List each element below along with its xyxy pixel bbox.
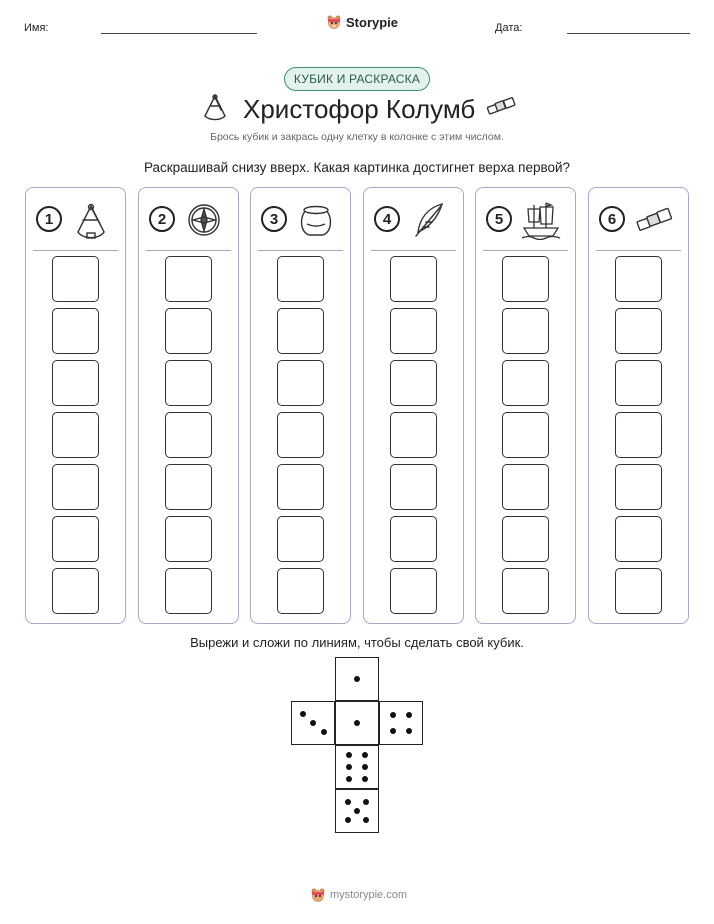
bear-logo-icon [310,887,326,903]
color-cell[interactable] [502,516,549,562]
cube-face-6 [335,745,379,789]
column-number: 5 [486,206,512,232]
pip-dot [390,712,396,718]
pip-dot [362,776,368,782]
pip-dot [346,764,352,770]
color-cell[interactable] [52,256,99,302]
pip-dot [363,817,369,823]
color-cell[interactable] [165,360,212,406]
pip-dot [346,752,352,758]
cube-face-5 [335,789,379,833]
cube-face-1 [335,657,379,701]
column-number: 3 [261,206,287,232]
color-cell[interactable] [165,308,212,354]
sextant-icon [70,200,112,240]
color-cell[interactable] [390,308,437,354]
cube-instruction: Вырежи и сложи по линиям, чтобы сделать свой кубик. [190,635,524,650]
color-cell[interactable] [615,516,662,562]
pip-dot [310,720,316,726]
pip-dot [406,728,412,734]
column-divider [258,250,343,251]
color-cell[interactable] [390,412,437,458]
column-4 [363,187,464,624]
column-divider [596,250,681,251]
column-number: 1 [36,206,62,232]
color-cell[interactable] [615,464,662,510]
column-divider [33,250,118,251]
column-number: 2 [149,206,175,232]
spyglass-icon [485,96,517,118]
column-divider [146,250,231,251]
cube-face-4 [379,701,423,745]
date-line [567,33,690,34]
color-cell[interactable] [165,412,212,458]
color-cell[interactable] [390,464,437,510]
color-cell[interactable] [615,412,662,458]
color-cell[interactable] [390,360,437,406]
color-cell[interactable] [615,568,662,614]
column-6 [588,187,689,624]
color-cell[interactable] [52,308,99,354]
footer [310,887,407,903]
column-divider [483,250,568,251]
color-cell[interactable] [52,516,99,562]
sextant-icon [199,92,231,122]
name-label: Имя: [24,22,49,34]
footer-url: mystorypie.com [330,889,408,901]
compass-icon [183,200,225,240]
color-cell[interactable] [52,360,99,406]
instruction-text: Раскрашивай снизу вверх. Какая картинка достигнет верха первой? [143,160,571,175]
color-cell[interactable] [502,256,549,302]
column-divider [371,250,456,251]
brand-logo [326,14,398,30]
column-number: 4 [374,206,400,232]
ship-icon [520,200,562,240]
pip-dot [345,799,351,805]
color-cell[interactable] [502,360,549,406]
activity-badge: КУБИК И РАСКРАСКА [284,67,430,91]
pip-dot [363,799,369,805]
color-cell[interactable] [277,412,324,458]
pip-dot [354,808,360,814]
bear-logo-icon [326,14,342,30]
color-cell[interactable] [277,256,324,302]
color-cell[interactable] [502,568,549,614]
color-cell[interactable] [277,568,324,614]
column-number: 6 [599,206,625,232]
page-title: Христофор Колумб [243,94,476,124]
color-cell[interactable] [502,464,549,510]
color-cell[interactable] [390,568,437,614]
quill-icon [408,200,450,240]
color-cell[interactable] [502,412,549,458]
color-cell[interactable] [165,568,212,614]
pip-dot [321,729,327,735]
pip-dot [354,720,360,726]
column-1 [25,187,126,624]
pip-dot [362,764,368,770]
pip-dot [300,711,306,717]
color-cell[interactable] [615,256,662,302]
brand-name: Storypie [346,14,399,30]
color-cell[interactable] [277,464,324,510]
color-cell[interactable] [502,308,549,354]
column-2 [138,187,239,624]
column-5 [475,187,576,624]
date-label: Дата: [495,22,523,34]
color-cell[interactable] [52,568,99,614]
color-cell[interactable] [615,360,662,406]
color-cell[interactable] [52,412,99,458]
column-3 [250,187,351,624]
color-cell[interactable] [390,256,437,302]
color-cell[interactable] [165,516,212,562]
spyglass-icon [633,200,675,240]
cube-face-1 [335,701,379,745]
pot-icon [295,200,337,240]
color-cell[interactable] [277,516,324,562]
color-cell[interactable] [277,360,324,406]
color-cell[interactable] [615,308,662,354]
subtitle: Брось кубик и закрась одну клетку в колонке с этим числом. [210,131,504,143]
cube-face-3 [291,701,335,745]
pip-dot [345,817,351,823]
color-cell[interactable] [390,516,437,562]
pip-dot [406,712,412,718]
pip-dot [354,676,360,682]
color-cell[interactable] [165,256,212,302]
pip-dot [362,752,368,758]
name-line [101,33,257,34]
pip-dot [346,776,352,782]
color-cell[interactable] [165,464,212,510]
pip-dot [390,728,396,734]
color-cell[interactable] [277,308,324,354]
color-cell[interactable] [52,464,99,510]
